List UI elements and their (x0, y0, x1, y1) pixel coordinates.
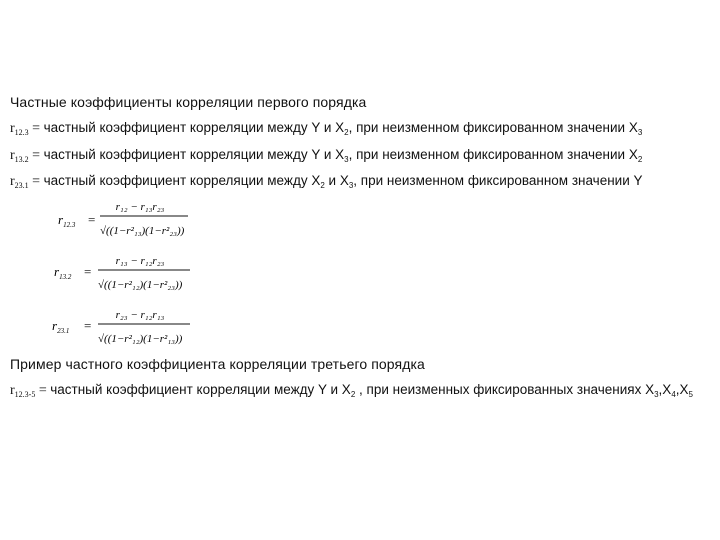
formula-graphic (48, 196, 208, 246)
formula-r13-2 (48, 252, 208, 302)
symbol: $r_{23.1}$ (10, 174, 29, 190)
equals-sign: = (32, 174, 41, 189)
formula-equals: = (84, 318, 92, 333)
formula-lhs: $r_{23.1}$ (52, 318, 70, 335)
definition-text: частный коэффициент корреляции между $X_2$ и $X_3$, при неизменном фиксированном значении Y (43, 173, 643, 190)
symbol: $r_{13.2}$ (10, 148, 29, 164)
equals-sign: = (38, 383, 47, 398)
formula-r12-3 (48, 196, 208, 246)
definition-text: частный коэффициент корреляции между Y и $X_3$, при неизменном фиксированном значении $X_2$ (43, 147, 643, 164)
heading-first-order: Частные коэффициенты корреляции первого порядка (10, 94, 367, 110)
heading-third-order: Пример частного коэффициента корреляции третьего порядка (10, 356, 425, 372)
formula-r23-1 (48, 304, 208, 354)
formula-numerator: r₂₃ − r₁₂r₁₃ (115, 309, 165, 321)
formula-lhs: $r_{12.3}$ (58, 212, 76, 229)
formula-denominator: √((1−r²₁₂)(1−r²₂₃)) (98, 279, 183, 291)
definition-text: частный коэффициент корреляции между Y и $X_2$ , при неизменных фиксированных значениях $X_3,X_4,X_5$ (50, 382, 693, 399)
formula-denominator: √((1−r²₁₃)(1−r²₂₃)) (100, 225, 185, 237)
equals-sign: = (32, 148, 41, 163)
definition-row-r12-3 (10, 120, 642, 137)
definition-row-r12-3-5 (10, 382, 693, 399)
formula-equals: = (84, 264, 92, 279)
definition-text: частный коэффициент корреляции между Y и $X_2$, при неизменном фиксированном значении $X_3$ (43, 120, 643, 137)
formula-graphic (48, 304, 208, 354)
formula-numerator: r₁₃ − r₁₂r₂₃ (115, 255, 165, 267)
formula-denominator: √((1−r²₁₂)(1−r²₁₃)) (98, 333, 183, 345)
definition-row-r23-1 (10, 173, 643, 190)
formula-equals: = (88, 212, 96, 227)
equals-sign: = (32, 121, 41, 136)
symbol: $r_{12.3-5}$ (10, 383, 36, 399)
formula-lhs: $r_{13.2}$ (54, 264, 72, 281)
definition-row-r13-2 (10, 147, 642, 164)
symbol: $r_{12.3}$ (10, 121, 29, 137)
formula-numerator: r₁₂ − r₁₃r₂₃ (115, 201, 165, 213)
formula-graphic (48, 252, 208, 302)
